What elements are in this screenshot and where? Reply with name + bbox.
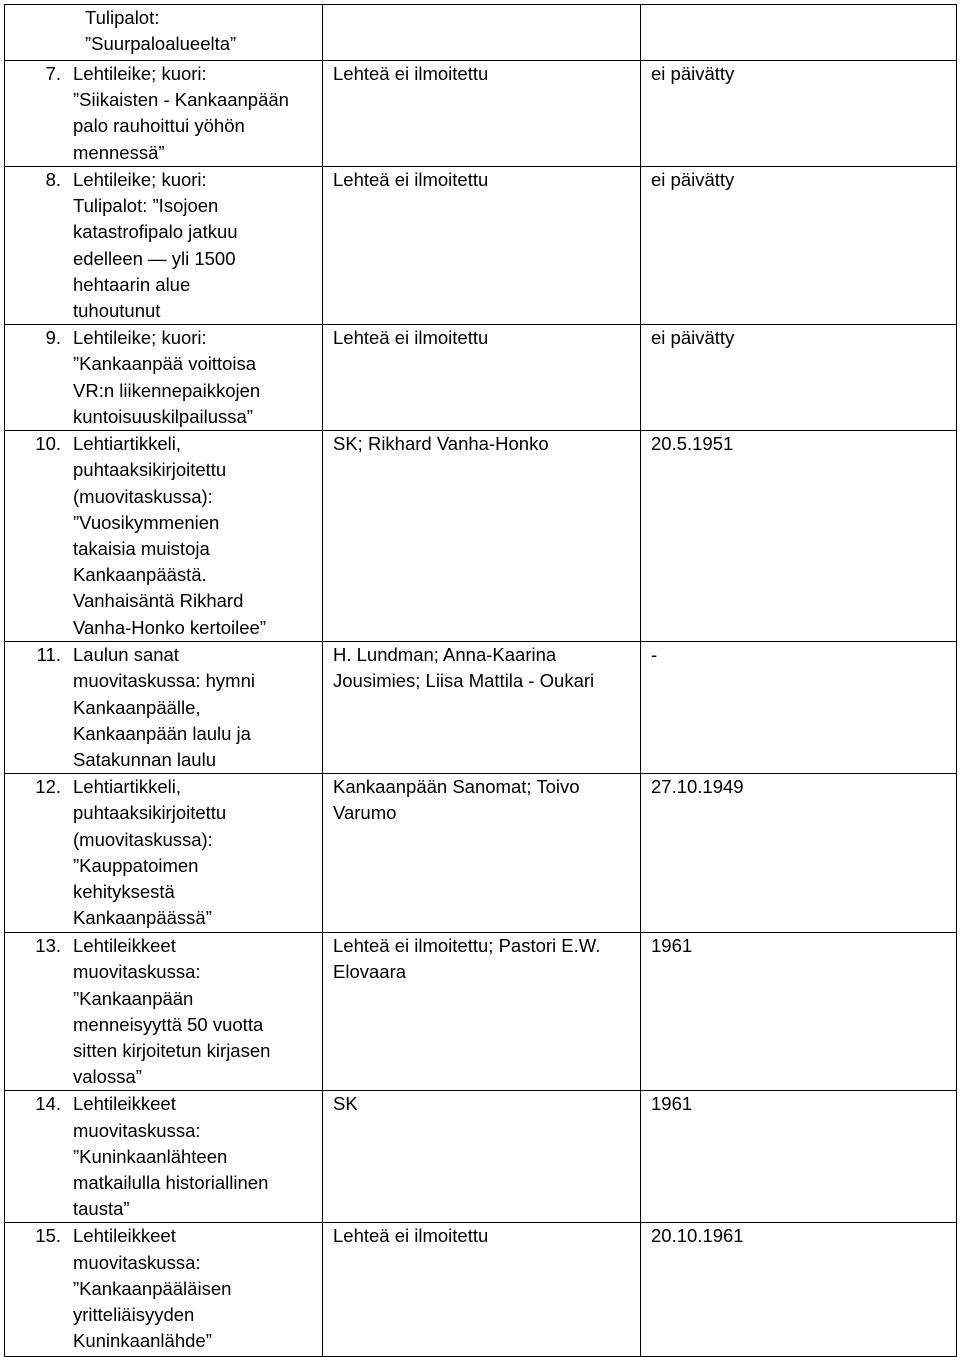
date-cell — [641, 61, 957, 167]
item-date: 1961 — [651, 935, 693, 957]
item-author: SK — [333, 1093, 358, 1115]
item-number: 10. — [35, 433, 61, 455]
item-number: 8. — [45, 169, 61, 190]
item-author: Lehteä ei ilmoitettu — [333, 169, 489, 190]
description-cell — [5, 5, 323, 61]
item-description: Laulun sanat muovitaskussa: hymni Kankaanpäälle, Kankaanpään laulu ja Satakunnan laulu — [73, 644, 255, 771]
item-date: 20.5.1951 — [651, 433, 734, 455]
date-cell — [641, 642, 957, 774]
item-date: ei päivätty — [651, 327, 735, 349]
item-number: 7. — [45, 63, 61, 84]
description-cell — [5, 325, 323, 431]
item-number: 14. — [35, 1093, 61, 1115]
author-cell — [323, 167, 641, 325]
item-description: Lehtileikkeet muovitaskussa: ”Kuninkaanlähteen matkailulla historiallinen tausta” — [73, 1093, 269, 1220]
table-row — [5, 61, 957, 167]
description-cell — [5, 431, 323, 642]
author-cell — [323, 431, 641, 642]
item-description: Lehtileikkeet muovitaskussa: ”Kankaanpääläisen yritteliäisyyden Kuninkaanlähde” — [73, 1225, 232, 1352]
author-cell — [323, 933, 641, 1091]
item-author: Lehteä ei ilmoitettu — [333, 63, 489, 84]
date-cell — [641, 167, 957, 325]
item-number: 12. — [35, 776, 61, 798]
item-date: 27.10.1949 — [651, 776, 744, 798]
archive-list-table — [4, 4, 957, 1357]
author-cell — [323, 1223, 641, 1357]
date-cell — [641, 431, 957, 642]
date-cell — [641, 933, 957, 1091]
item-author: Kankaanpään Sanomat; Toivo Varumo — [333, 776, 580, 824]
item-number: 13. — [35, 935, 61, 957]
description-cell — [5, 1223, 323, 1357]
author-cell — [323, 325, 641, 431]
table-row — [5, 933, 957, 1091]
item-author: SK; Rikhard Vanha-Honko — [333, 433, 549, 455]
item-description: Lehtileike; kuori: ”Siikaisten - Kankaanpään palo rauhoittui yöhön mennessä” — [73, 63, 289, 163]
description-cell — [5, 933, 323, 1091]
author-cell — [323, 5, 641, 61]
item-description: Lehtileikkeet muovitaskussa: ”Kankaanpään menneisyyttä 50 vuotta sitten kirjoitetun kirjasen valossa” — [73, 935, 271, 1088]
description-cell — [5, 774, 323, 933]
table-row — [5, 431, 957, 642]
table-row — [5, 167, 957, 325]
date-cell — [641, 1223, 957, 1357]
item-date: 20.10.1961 — [651, 1225, 744, 1247]
item-number: 9. — [45, 327, 61, 349]
table-row — [5, 642, 957, 774]
table-row — [5, 1091, 957, 1223]
item-description: Lehtiartikkeli, puhtaaksikirjoitettu (muovitaskussa): ”Kauppatoimen kehityksestä Kankaanpäässä” — [73, 776, 227, 929]
item-description: Lehtiartikkeli, puhtaaksikirjoitettu (muovitaskussa): ”Vuosikymmenien takaisia muistoja Kankaanpäästä. Vanhaisäntä Rikhard Vanha-Honko kertoilee” — [73, 433, 266, 638]
continued-description: Tulipalot: ”Suurpaloalueelta” — [85, 7, 237, 55]
item-author: H. Lundman; Anna-Kaarina Jousimies; Liisa Mattila - Oukari — [333, 644, 595, 692]
item-author: Lehteä ei ilmoitettu — [333, 327, 489, 349]
date-cell — [641, 774, 957, 933]
item-description: Lehtileike; kuori: Tulipalot: ”Isojoen katastrofipalo jatkuu edelleen — yli 1500 hehtaarin alue tuhoutunut — [73, 169, 238, 322]
item-date: - — [651, 644, 658, 666]
description-cell — [5, 167, 323, 325]
author-cell — [323, 642, 641, 774]
description-cell — [5, 61, 323, 167]
author-cell — [323, 61, 641, 167]
table-row — [5, 1223, 957, 1357]
item-date: 1961 — [651, 1093, 693, 1115]
item-author: Lehteä ei ilmoitettu — [333, 1225, 489, 1247]
date-cell — [641, 325, 957, 431]
date-cell — [641, 5, 957, 61]
item-date: ei päivätty — [651, 169, 735, 190]
author-cell — [323, 774, 641, 933]
date-cell — [641, 1091, 957, 1223]
table-row — [5, 774, 957, 933]
item-date: ei päivätty — [651, 63, 735, 84]
item-description: Lehtileike; kuori: ”Kankaanpää voittoisa VR:n liikennepaikkojen kuntoisuuskilpailussa” — [73, 327, 261, 427]
description-cell — [5, 1091, 323, 1223]
item-author: Lehteä ei ilmoitettu; Pastori E.W. Elovaara — [333, 935, 601, 983]
table-row — [5, 5, 957, 61]
author-cell — [323, 1091, 641, 1223]
item-number: 15. — [35, 1225, 61, 1247]
item-number: 11. — [36, 644, 61, 666]
description-cell — [5, 642, 323, 774]
table-row — [5, 325, 957, 431]
